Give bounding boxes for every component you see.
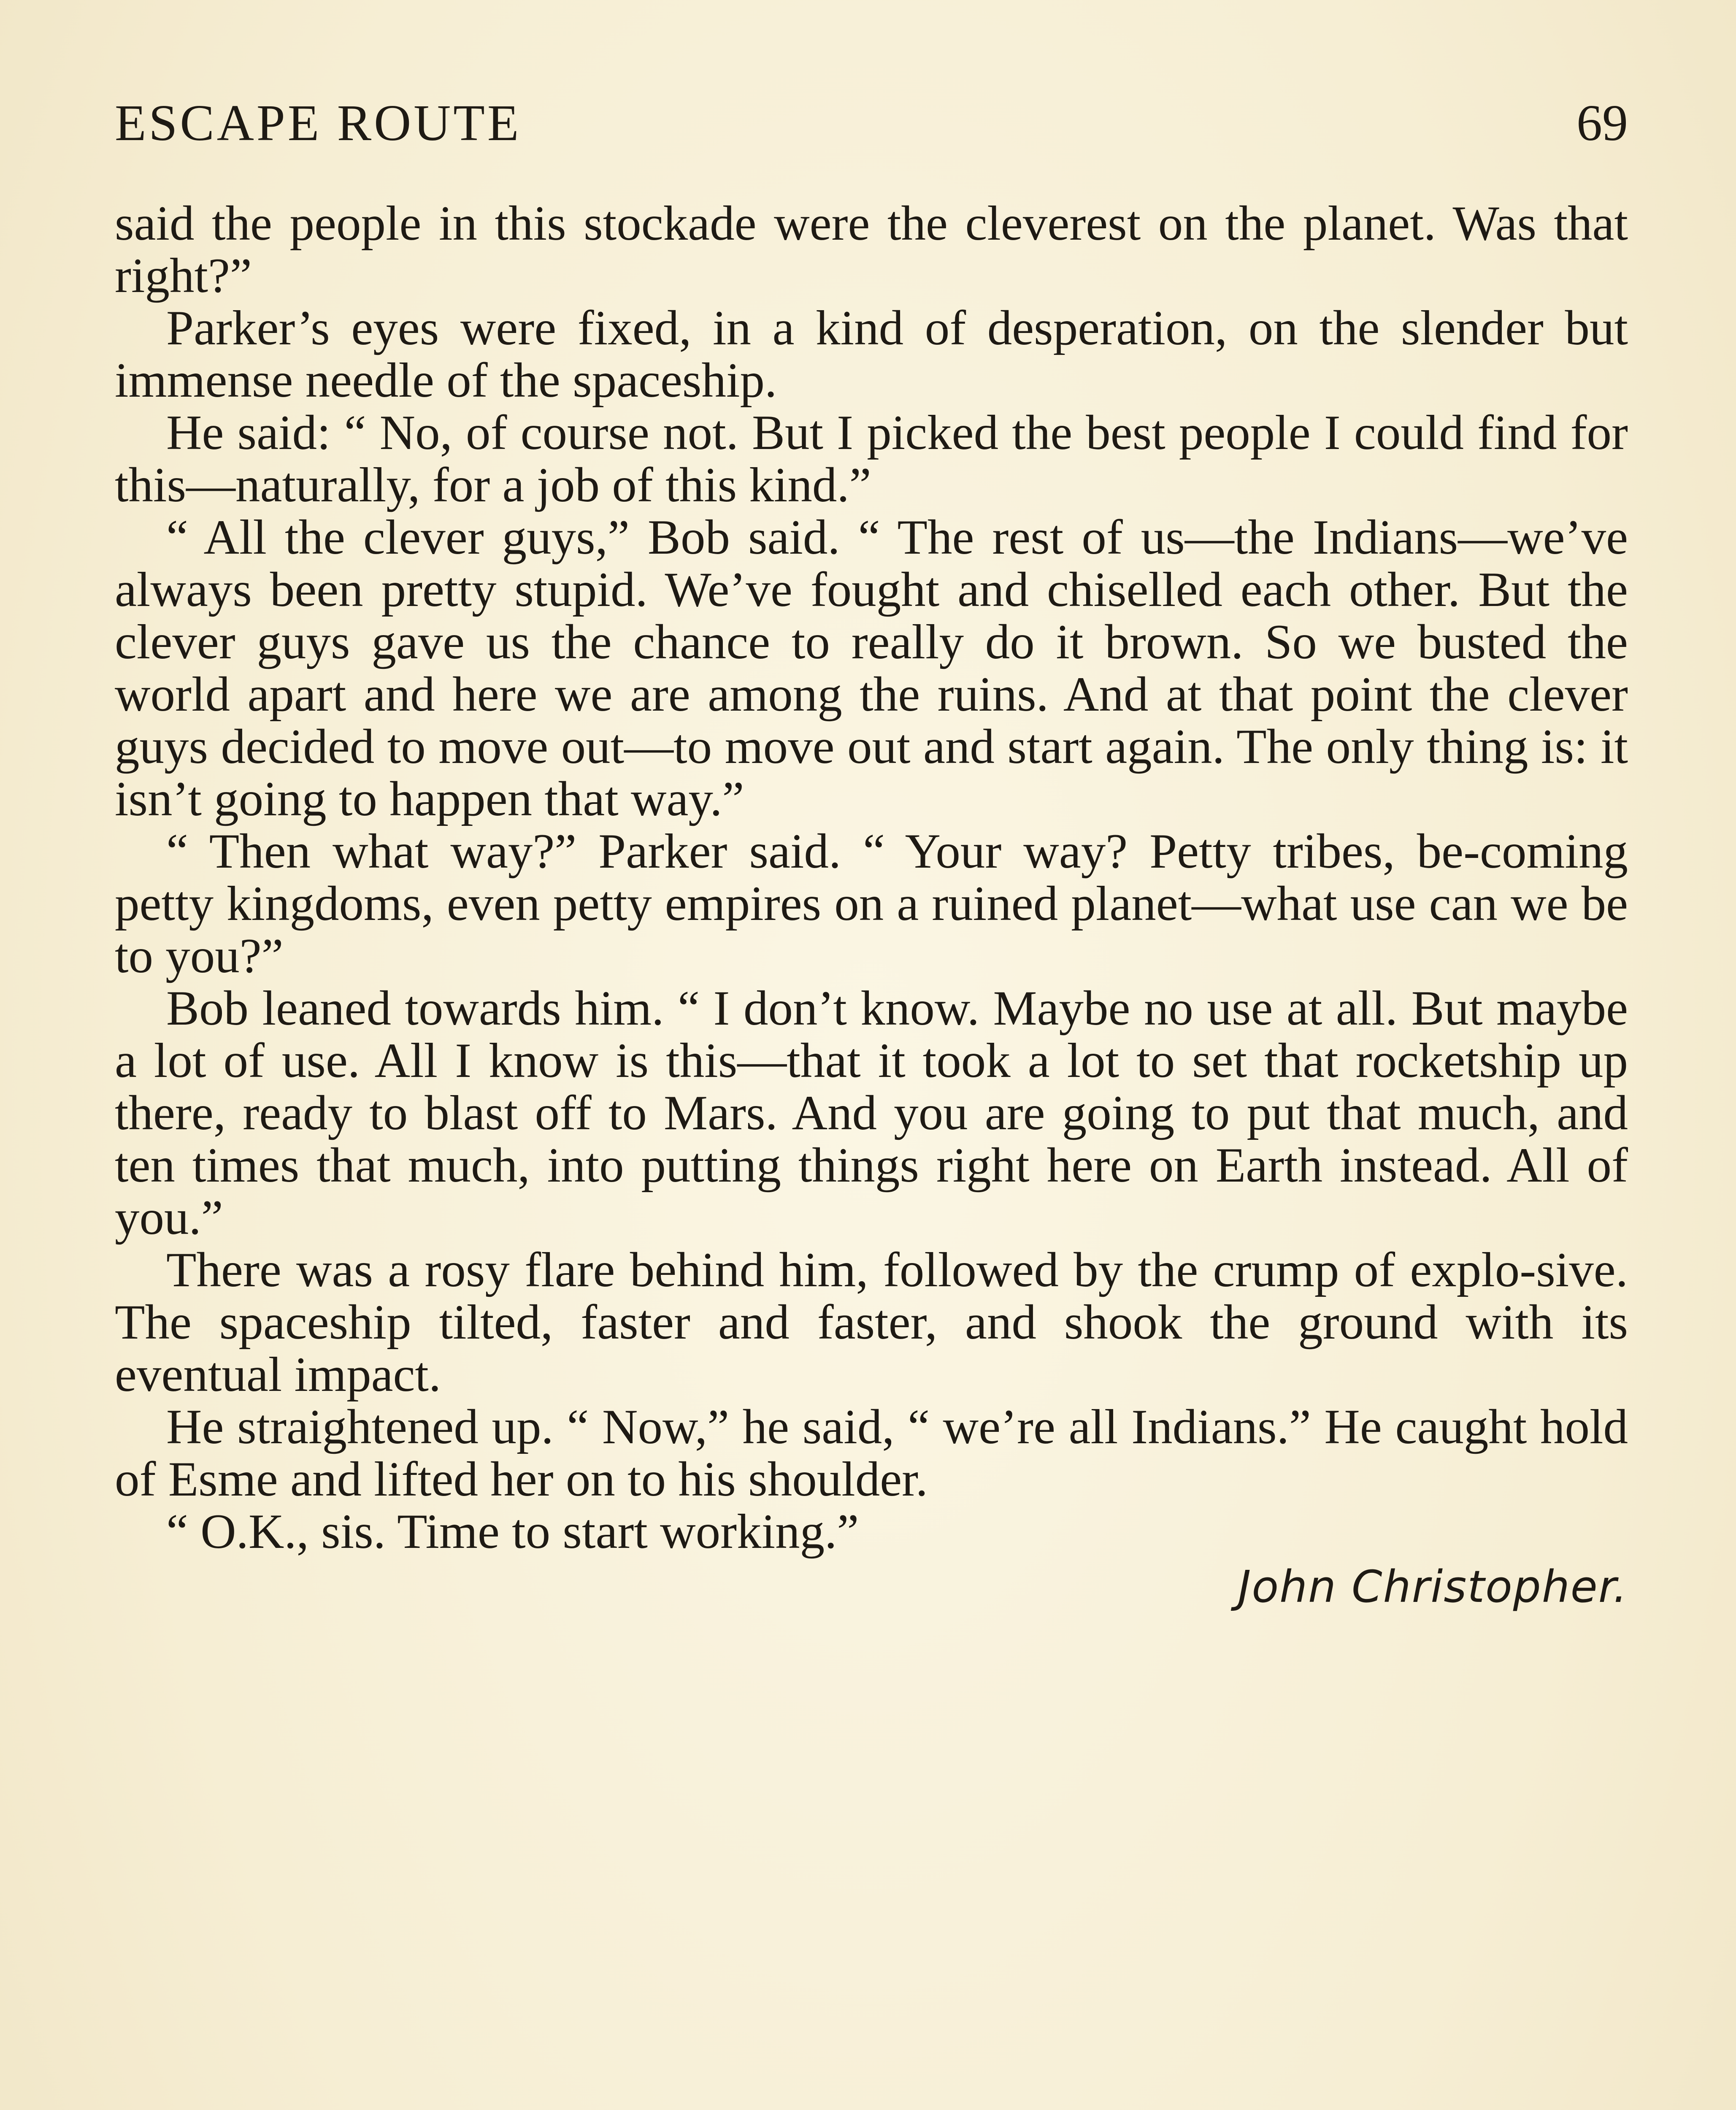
page-header bbox=[115, 94, 1628, 153]
paragraph: “ O.K., sis. Time to start working.” bbox=[166, 1504, 859, 1559]
paragraph: Parker’s eyes were fixed, in a kind of desperation, on the slender but immense needle of the spaceship. bbox=[115, 301, 1628, 408]
paragraph: He said: “ No, of course not. But I picked the best people I could find for this—naturally, for a job of this kind.” bbox=[115, 406, 1628, 512]
paragraph: “ All the clever guys,” Bob said. “ The rest of us—the Indians—we’ve always been pretty stupid. We’ve fought and chiselled each other. But the clever guys gave us the chance to really do it brown. So we busted the world apart and here we are among the ruins. And at that point the clever guys decided to move out—to move out and start again. The only thing is: it isn’t going to happen that way.” bbox=[115, 510, 1628, 826]
paragraph: There was a rosy flare behind him, followed by the crump of explo-sive. The spaceship tilted, faster and faster, and shook the ground with its eventual impact. bbox=[115, 1243, 1628, 1402]
paragraph: “ Then what way?” Parker said. “ Your way? Petty tribes, be-coming petty kingdoms, even petty empires on a ruined planet—what use can we be to you?” bbox=[115, 824, 1628, 983]
running-title: ESCAPE ROUTE bbox=[115, 95, 522, 151]
paragraph: said the people in this stockade were the cleverest on the planet. Was that right?” bbox=[115, 196, 1628, 303]
author-signature: John Christopher. bbox=[1238, 1561, 1628, 1612]
paragraph: Bob leaned towards him. “ I don’t know. Maybe no use at all. But maybe a lot of use. All I know is this—that it took a lot to set that rocketship up there, ready to blast off to Mars. And you are going to put that much, and ten times that much, into putting things right here on Earth instead. All of you.” bbox=[115, 981, 1628, 1245]
paragraph: He straightened up. “ Now,” he said, “ we’re all Indians.” He caught hold of Esme and lifted her on to his shoulder. bbox=[115, 1400, 1628, 1507]
page-number: 69 bbox=[1576, 95, 1628, 151]
story-text bbox=[115, 197, 1628, 1613]
